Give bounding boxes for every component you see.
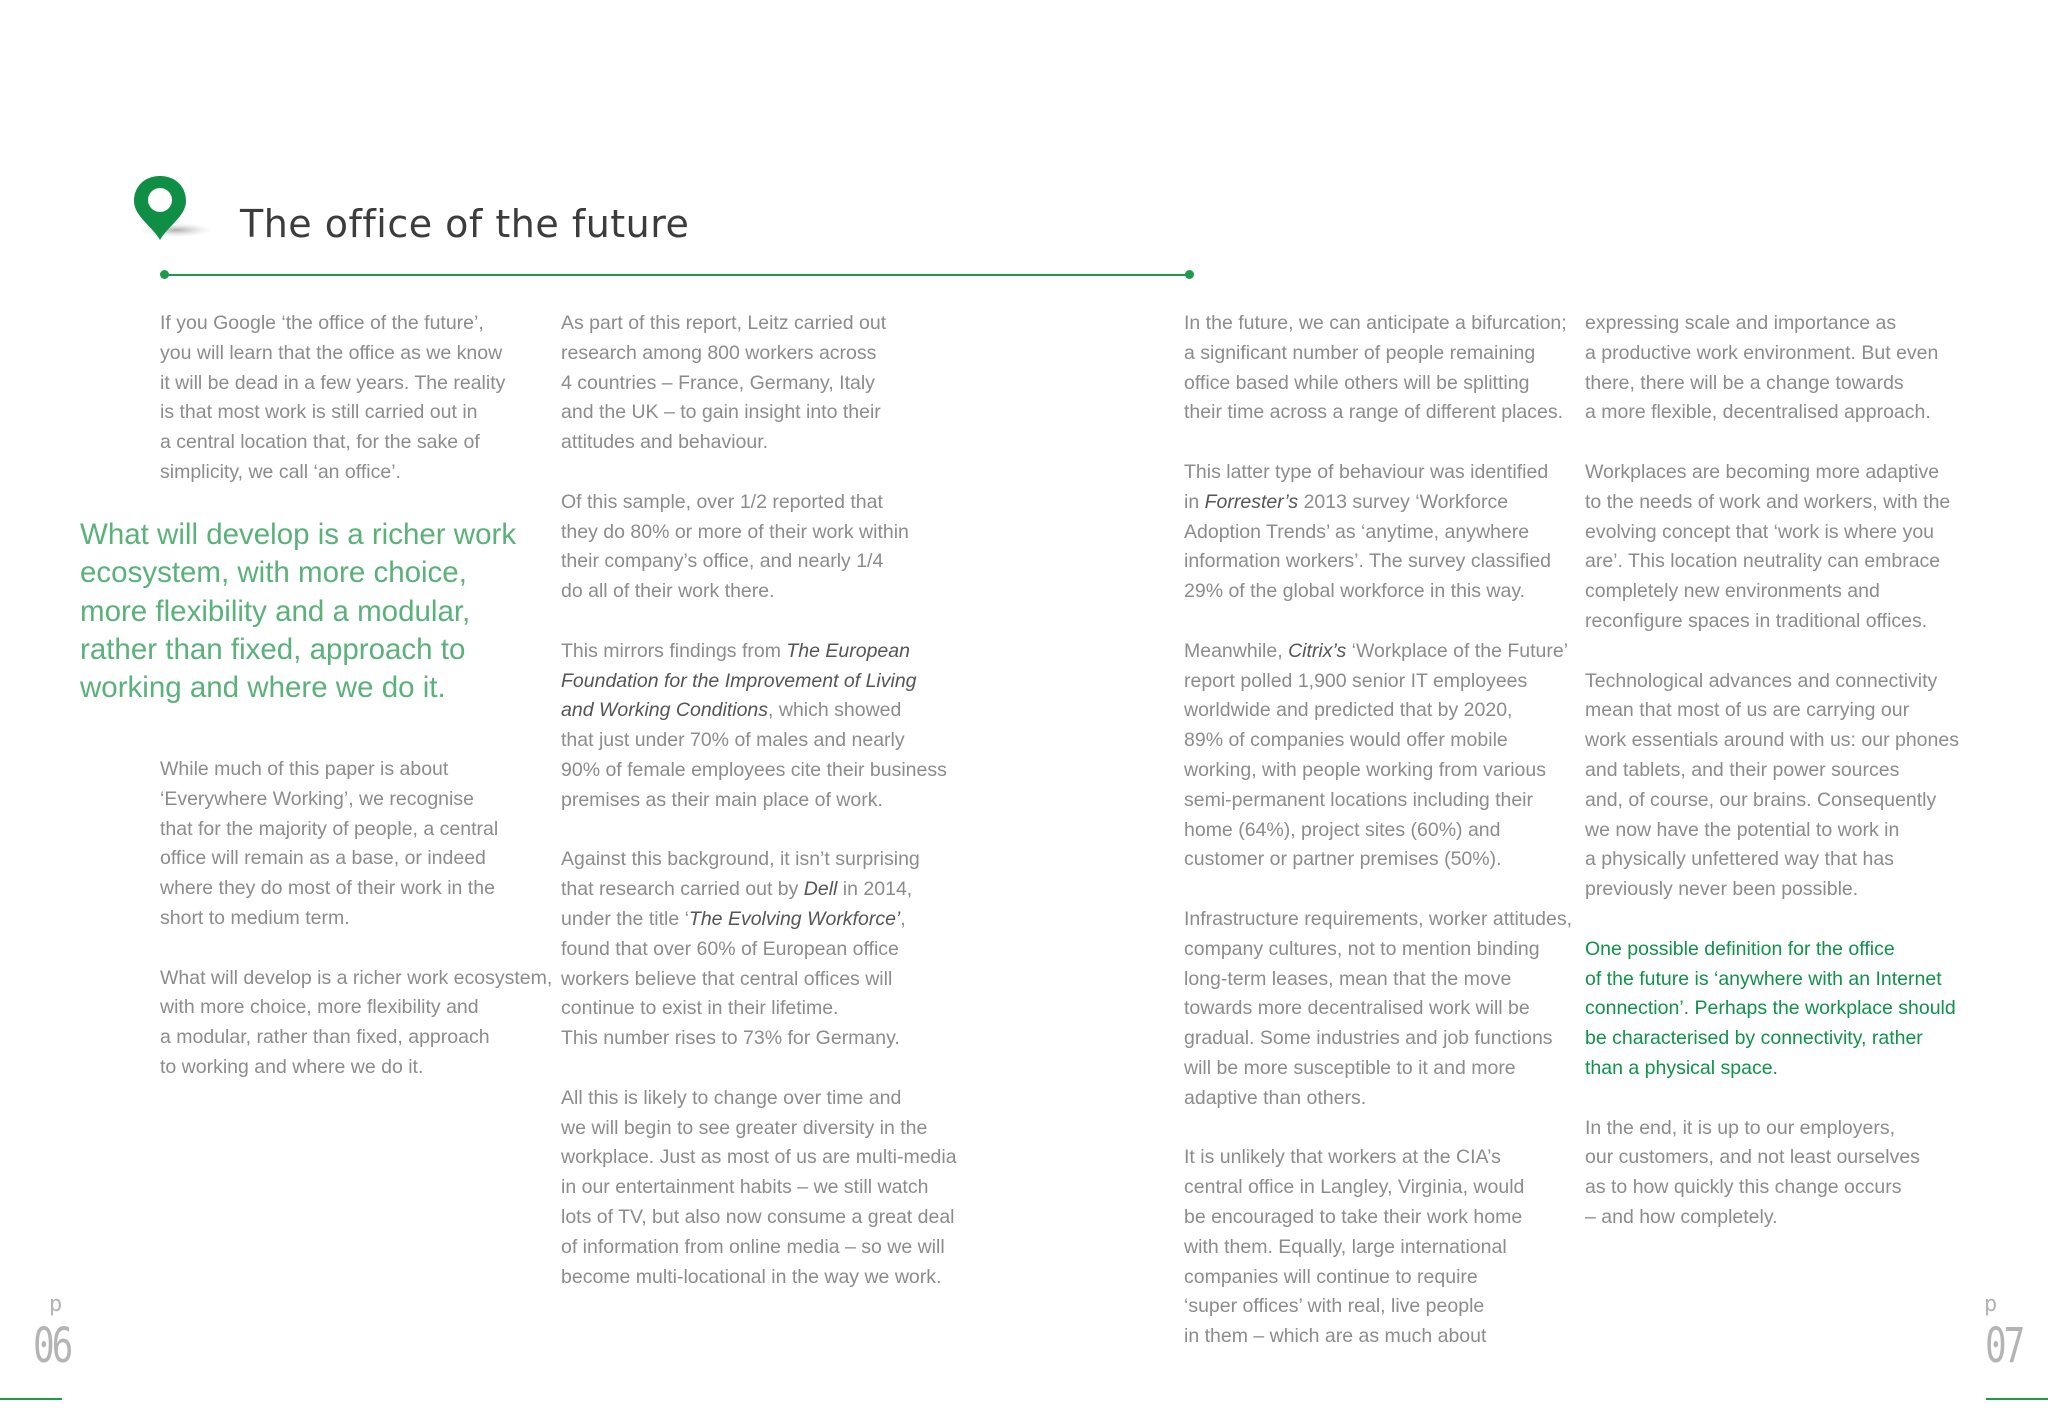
paragraph: As part of this report, Leitz carried out research among 800 workers across 4 countries – France, Germany, Italy and the UK – to gain insight into their attitudes and behaviour.	[561, 312, 887, 454]
paragraph: Workplaces are becoming more adaptive to the needs of work and workers, with the evolving concept that ‘work is where you are’. This location neutrality can embrace completely new environments and reconfigure spaces in traditional offices.	[1585, 460, 1951, 632]
paragraph: All this is likely to change over time and we will begin to see greater diversity in the workplace. Just as most of us are multi-media in our entertainment habits – we still watch lots of TV, but also now consume a great deal of information from online media – so we will become multi-locational in the way we work.	[561, 1086, 957, 1288]
paragraph: In the end, it is up to our employers, our customers, and not least ourselves as to how quickly this change occurs – and how completely.	[1585, 1116, 1920, 1228]
divider-dot-left	[160, 270, 169, 279]
page-title: The office of the future	[240, 202, 690, 246]
paragraph: It is unlikely that workers at the CIA’s central office in Langley, Virginia, would be encouraged to take their work home with them. Equally, large international companies will continue to require ‘super offices’ with real, live people in them – which are as much about	[1184, 1146, 1525, 1348]
paragraph: If you Google ‘the office of the future’, you will learn that the office as we know it will be dead in a few years. The reality is that most work is still carried out in a central location that, for the sake of simplicity, we call ‘an office’.	[160, 312, 506, 483]
pull-quote: What will develop is a richer work ecosystem, with more choice, more flexibility and a modular, rather than fixed, approach to working and where we do it.	[80, 518, 517, 705]
column-2	[561, 309, 957, 1292]
divider-dot-right	[1185, 270, 1194, 279]
page-line-right	[1986, 1398, 2048, 1400]
column-1-bottom	[160, 755, 553, 1083]
title-divider	[164, 274, 1190, 276]
paragraph: Of this sample, over 1/2 reported that they do 80% or more of their work within their company’s office, and nearly 1/4 do all of their work there.	[561, 490, 909, 603]
column-1-top	[160, 309, 550, 488]
paragraph: Meanwhile, Citrix’s ‘Workplace of the Future’ report polled 1,900 senior IT employees worldwide and predicted that by 2020, 89% of companies would offer mobile working, with people working from various semi-permanent locations including their home (64%), project sites (60%) and customer or partner premises (50%).	[1184, 639, 1569, 871]
paragraph: Technological advances and connectivity mean that most of us are carrying our work essentials around with us: our phones and tablets, and their power sources and, of course, our brains. Consequently we now have the potential to work in a physically unfettered way that has previously never been possible.	[1585, 669, 1959, 901]
paragraph: This mirrors findings from The European Foundation for the Improvement of Living and Working Conditions, which showed that just under 70% of males and nearly 90% of female employees cite their business premises as their main place of work.	[561, 639, 947, 811]
page-number-left: 06	[33, 1318, 71, 1374]
column-3	[1184, 309, 1574, 1352]
page-line-left	[0, 1398, 62, 1400]
page-prefix-left: p	[49, 1292, 63, 1317]
column-4	[1585, 309, 1975, 1233]
paragraph: expressing scale and importance as a productive work environment. But even there, there will be a change towards a more flexible, decentralised approach.	[1585, 312, 1939, 424]
paragraph: Infrastructure requirements, worker attitudes, company cultures, not to mention binding long-term leases, mean that the move towards more decentralised work will be gradual. Some industries and job functions will be more susceptible to it and more adaptive than others.	[1184, 907, 1572, 1109]
page-prefix-right: p	[1984, 1292, 1998, 1317]
paragraph: While much of this paper is about ‘Everywhere Working’, we recognise that for the majority of people, a central office will remain as a base, or indeed where they do most of their work in the short to medium term.	[160, 758, 499, 929]
page-number-right: 07	[1985, 1318, 2023, 1374]
location-pin-icon	[132, 174, 216, 242]
paragraph: In the future, we can anticipate a bifurcation; a significant number of people remaining office based while others will be splitting their time across a range of different places.	[1184, 312, 1567, 424]
paragraph: What will develop is a richer work ecosystem, with more choice, more flexibility and a modular, rather than fixed, approach to working and where we do it.	[160, 966, 553, 1078]
paragraph: Against this background, it isn’t surprising that research carried out by Dell in 2014, under the title ‘The Evolving Workforce’, found that over 60% of European office workers believe that central offices will continue to exist in their lifetime. This number rises to 73% for Germany.	[561, 848, 920, 1050]
highlighted-paragraph: One possible definition for the office of the future is ‘anywhere with an Internet connection’. Perhaps the workplace should be characterised by connectivity, rather than a physical space.	[1585, 937, 1956, 1079]
paragraph: This latter type of behaviour was identified in Forrester’s 2013 survey ‘Workforce Adoption Trends’ as ‘anytime, anywhere information workers’. The survey classified 29% of the global workforce in this way.	[1184, 460, 1552, 603]
